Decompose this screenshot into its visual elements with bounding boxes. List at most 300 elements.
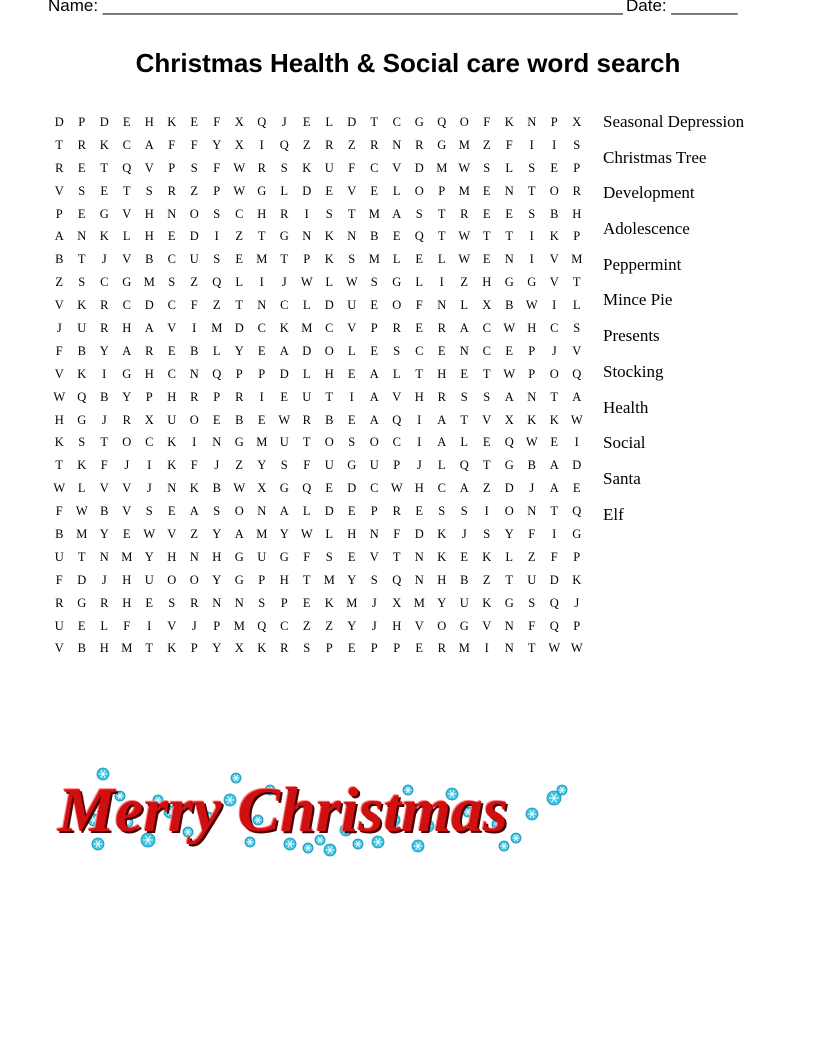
grid-letter[interactable]: M bbox=[571, 252, 583, 267]
grid-letter[interactable]: A bbox=[189, 504, 199, 519]
grid-letter[interactable]: P bbox=[573, 618, 581, 633]
grid-letter[interactable]: E bbox=[370, 183, 379, 198]
grid-letter[interactable]: O bbox=[122, 435, 132, 450]
grid-letter[interactable]: E bbox=[482, 435, 491, 450]
grid-letter[interactable]: L bbox=[235, 275, 244, 290]
grid-letter[interactable]: A bbox=[369, 412, 379, 427]
grid-letter[interactable]: H bbox=[437, 366, 447, 381]
grid-letter[interactable]: D bbox=[99, 115, 109, 129]
grid-letter[interactable]: T bbox=[347, 206, 356, 221]
grid-letter[interactable]: H bbox=[167, 389, 177, 404]
grid-letter[interactable]: W bbox=[53, 481, 66, 496]
grid-letter[interactable]: L bbox=[392, 183, 401, 198]
grid-letter[interactable]: O bbox=[437, 618, 447, 633]
grid-letter[interactable]: F bbox=[213, 115, 221, 129]
grid-letter[interactable]: J bbox=[101, 572, 107, 587]
grid-letter[interactable]: K bbox=[167, 115, 177, 129]
grid-letter[interactable]: I bbox=[147, 458, 152, 473]
grid-letter[interactable]: E bbox=[370, 343, 379, 358]
grid-letter[interactable]: W bbox=[458, 160, 471, 175]
grid-letter[interactable]: Z bbox=[482, 137, 491, 152]
grid-letter[interactable]: E bbox=[505, 343, 514, 358]
grid-letter[interactable]: Z bbox=[482, 572, 491, 587]
grid-letter[interactable]: S bbox=[393, 343, 401, 358]
grid-letter[interactable]: G bbox=[459, 618, 469, 633]
grid-letter[interactable]: Q bbox=[279, 137, 289, 152]
grid-letter[interactable]: J bbox=[416, 458, 422, 473]
grid-letter[interactable]: E bbox=[460, 366, 469, 381]
grid-letter[interactable]: C bbox=[122, 298, 131, 313]
grid-letter[interactable]: W bbox=[278, 412, 291, 427]
grid-letter[interactable]: I bbox=[147, 618, 152, 633]
grid-letter[interactable]: E bbox=[415, 504, 424, 519]
grid-letter[interactable]: P bbox=[303, 252, 311, 267]
grid-letter[interactable]: F bbox=[190, 458, 198, 473]
name-field[interactable]: Name: _______________________________________________________ bbox=[48, 0, 623, 15]
grid-letter[interactable]: G bbox=[414, 115, 424, 129]
grid-letter[interactable]: V bbox=[122, 481, 132, 496]
grid-letter[interactable]: T bbox=[100, 435, 109, 450]
grid-letter[interactable]: C bbox=[100, 275, 109, 290]
grid-letter[interactable]: J bbox=[281, 115, 287, 129]
grid-letter[interactable]: V bbox=[54, 641, 64, 656]
grid-letter[interactable]: L bbox=[302, 366, 311, 381]
grid-letter[interactable]: B bbox=[325, 412, 334, 427]
grid-letter[interactable]: W bbox=[458, 252, 471, 267]
grid-letter[interactable]: K bbox=[167, 458, 177, 473]
grid-letter[interactable]: A bbox=[572, 389, 582, 404]
grid-letter[interactable]: S bbox=[325, 549, 333, 564]
grid-letter[interactable]: Z bbox=[190, 275, 199, 290]
grid-letter[interactable]: S bbox=[528, 595, 536, 610]
grid-letter[interactable]: S bbox=[528, 206, 536, 221]
grid-letter[interactable]: H bbox=[144, 366, 154, 381]
grid-letter[interactable]: I bbox=[192, 321, 197, 336]
grid-letter[interactable]: N bbox=[459, 343, 469, 358]
grid-letter[interactable]: E bbox=[100, 183, 109, 198]
grid-letter[interactable]: G bbox=[257, 183, 267, 198]
grid-letter[interactable]: Z bbox=[302, 137, 311, 152]
grid-letter[interactable]: D bbox=[414, 160, 424, 175]
grid-letter[interactable]: J bbox=[146, 481, 152, 496]
grid-letter[interactable]: L bbox=[437, 252, 446, 267]
grid-letter[interactable]: E bbox=[257, 343, 266, 358]
grid-letter[interactable]: H bbox=[212, 549, 222, 564]
grid-letter[interactable]: S bbox=[78, 183, 86, 198]
grid-letter[interactable]: V bbox=[167, 527, 177, 542]
grid-letter[interactable]: D bbox=[189, 229, 199, 244]
grid-letter[interactable]: E bbox=[302, 595, 311, 610]
grid-letter[interactable]: D bbox=[77, 572, 87, 587]
grid-letter[interactable]: L bbox=[212, 343, 221, 358]
grid-letter[interactable]: T bbox=[77, 252, 86, 267]
grid-letter[interactable]: Z bbox=[527, 549, 536, 564]
grid-letter[interactable]: F bbox=[55, 343, 63, 358]
grid-letter[interactable]: N bbox=[234, 595, 244, 610]
grid-letter[interactable]: D bbox=[234, 321, 244, 336]
grid-letter[interactable]: M bbox=[368, 206, 380, 221]
grid-letter[interactable]: E bbox=[347, 641, 356, 656]
grid-letter[interactable]: I bbox=[214, 229, 219, 244]
grid-letter[interactable]: M bbox=[256, 435, 268, 450]
grid-letter[interactable]: W bbox=[233, 160, 246, 175]
grid-letter[interactable]: J bbox=[101, 412, 107, 427]
grid-letter[interactable]: E bbox=[482, 206, 491, 221]
grid-letter[interactable]: L bbox=[280, 183, 289, 198]
date-field[interactable]: Date: _______ bbox=[626, 0, 738, 15]
grid-letter[interactable]: S bbox=[213, 252, 221, 267]
grid-letter[interactable]: R bbox=[257, 160, 266, 175]
grid-letter[interactable]: H bbox=[144, 115, 154, 129]
grid-letter[interactable]: C bbox=[122, 137, 131, 152]
grid-letter[interactable]: W bbox=[458, 229, 471, 244]
grid-letter[interactable]: B bbox=[145, 252, 154, 267]
grid-letter[interactable]: R bbox=[392, 321, 401, 336]
grid-letter[interactable]: G bbox=[122, 275, 132, 290]
grid-letter[interactable]: I bbox=[552, 298, 557, 313]
grid-letter[interactable]: M bbox=[143, 275, 155, 290]
grid-letter[interactable]: B bbox=[505, 298, 514, 313]
grid-letter[interactable]: M bbox=[436, 160, 448, 175]
grid-letter[interactable]: A bbox=[144, 321, 154, 336]
grid-letter[interactable]: R bbox=[415, 137, 424, 152]
grid-letter[interactable]: P bbox=[573, 229, 581, 244]
grid-letter[interactable]: C bbox=[257, 321, 266, 336]
grid-letter[interactable]: N bbox=[414, 572, 424, 587]
grid-letter[interactable]: N bbox=[347, 229, 357, 244]
grid-letter[interactable]: L bbox=[505, 160, 514, 175]
grid-letter[interactable]: E bbox=[550, 160, 559, 175]
grid-letter[interactable]: P bbox=[145, 389, 153, 404]
grid-letter[interactable]: P bbox=[258, 572, 266, 587]
grid-letter[interactable]: G bbox=[504, 595, 514, 610]
grid-letter[interactable]: V bbox=[54, 298, 64, 313]
grid-letter[interactable]: I bbox=[102, 366, 107, 381]
grid-letter[interactable]: W bbox=[300, 527, 313, 542]
grid-letter[interactable]: E bbox=[347, 504, 356, 519]
grid-letter[interactable]: I bbox=[529, 252, 534, 267]
grid-letter[interactable]: K bbox=[527, 412, 537, 427]
grid-letter[interactable]: O bbox=[549, 366, 559, 381]
grid-letter[interactable]: A bbox=[369, 389, 379, 404]
grid-letter[interactable]: D bbox=[414, 527, 424, 542]
grid-letter[interactable]: M bbox=[346, 595, 358, 610]
grid-letter[interactable]: Y bbox=[212, 572, 222, 587]
grid-letter[interactable]: Y bbox=[99, 527, 109, 542]
grid-letter[interactable]: F bbox=[55, 504, 63, 519]
grid-letter[interactable]: D bbox=[549, 572, 559, 587]
grid-letter[interactable]: P bbox=[393, 458, 401, 473]
grid-letter[interactable]: B bbox=[235, 412, 244, 427]
grid-letter[interactable]: O bbox=[324, 343, 334, 358]
grid-letter[interactable]: O bbox=[189, 412, 199, 427]
grid-letter[interactable]: F bbox=[550, 549, 558, 564]
grid-letter[interactable]: X bbox=[482, 298, 492, 313]
grid-letter[interactable]: N bbox=[257, 298, 267, 313]
grid-letter[interactable]: V bbox=[167, 321, 177, 336]
grid-letter[interactable]: F bbox=[55, 572, 63, 587]
grid-letter[interactable]: T bbox=[527, 641, 536, 656]
grid-letter[interactable]: C bbox=[235, 206, 244, 221]
grid-letter[interactable]: M bbox=[458, 641, 470, 656]
grid-letter[interactable]: Z bbox=[212, 298, 221, 313]
grid-letter[interactable]: G bbox=[392, 275, 402, 290]
grid-letter[interactable]: S bbox=[213, 206, 221, 221]
grid-letter[interactable]: T bbox=[482, 366, 491, 381]
grid-letter[interactable]: N bbox=[189, 549, 199, 564]
grid-letter[interactable]: M bbox=[323, 572, 335, 587]
grid-letter[interactable]: C bbox=[437, 481, 446, 496]
grid-letter[interactable]: G bbox=[572, 527, 582, 542]
grid-letter[interactable]: N bbox=[504, 641, 514, 656]
grid-letter[interactable]: A bbox=[234, 527, 244, 542]
grid-letter[interactable]: N bbox=[504, 618, 514, 633]
grid-letter[interactable]: N bbox=[212, 595, 222, 610]
grid-letter[interactable]: V bbox=[347, 183, 357, 198]
grid-letter[interactable]: E bbox=[550, 435, 559, 450]
grid-letter[interactable]: T bbox=[527, 183, 536, 198]
grid-letter[interactable]: O bbox=[189, 572, 199, 587]
grid-letter[interactable]: K bbox=[437, 527, 447, 542]
grid-letter[interactable]: M bbox=[256, 252, 268, 267]
grid-letter[interactable]: I bbox=[439, 275, 444, 290]
grid-letter[interactable]: P bbox=[528, 366, 536, 381]
grid-letter[interactable]: L bbox=[325, 527, 334, 542]
grid-letter[interactable]: U bbox=[77, 321, 87, 336]
grid-letter[interactable]: W bbox=[233, 481, 246, 496]
grid-letter[interactable]: U bbox=[302, 389, 312, 404]
grid-letter[interactable]: K bbox=[54, 435, 64, 450]
grid-letter[interactable]: T bbox=[437, 229, 446, 244]
grid-letter[interactable]: C bbox=[167, 252, 176, 267]
grid-letter[interactable]: E bbox=[235, 252, 244, 267]
grid-letter[interactable]: W bbox=[525, 298, 538, 313]
grid-letter[interactable]: B bbox=[212, 481, 221, 496]
grid-letter[interactable]: J bbox=[371, 595, 377, 610]
grid-letter[interactable]: L bbox=[100, 618, 109, 633]
grid-letter[interactable]: E bbox=[280, 389, 289, 404]
grid-letter[interactable]: Q bbox=[122, 160, 132, 175]
grid-letter[interactable]: Q bbox=[257, 115, 267, 129]
grid-letter[interactable]: T bbox=[325, 389, 334, 404]
grid-letter[interactable]: J bbox=[574, 595, 580, 610]
grid-letter[interactable]: H bbox=[572, 206, 582, 221]
grid-letter[interactable]: I bbox=[552, 137, 557, 152]
grid-letter[interactable]: S bbox=[280, 160, 288, 175]
grid-letter[interactable]: B bbox=[55, 527, 64, 542]
grid-letter[interactable]: K bbox=[572, 572, 582, 587]
grid-letter[interactable]: R bbox=[55, 595, 64, 610]
grid-letter[interactable]: L bbox=[325, 115, 334, 129]
grid-letter[interactable]: C bbox=[392, 115, 401, 129]
grid-letter[interactable]: V bbox=[482, 412, 492, 427]
grid-letter[interactable]: E bbox=[167, 504, 176, 519]
grid-letter[interactable]: W bbox=[525, 435, 538, 450]
grid-letter[interactable]: D bbox=[324, 298, 334, 313]
grid-letter[interactable]: T bbox=[100, 160, 109, 175]
grid-letter[interactable]: N bbox=[392, 137, 402, 152]
grid-letter[interactable]: H bbox=[527, 321, 537, 336]
grid-letter[interactable]: D bbox=[504, 481, 514, 496]
grid-letter[interactable]: T bbox=[437, 206, 446, 221]
grid-letter[interactable]: U bbox=[257, 549, 267, 564]
grid-letter[interactable]: V bbox=[54, 366, 64, 381]
grid-letter[interactable]: C bbox=[167, 298, 176, 313]
grid-letter[interactable]: J bbox=[281, 275, 287, 290]
grid-letter[interactable]: U bbox=[459, 595, 469, 610]
grid-letter[interactable]: R bbox=[370, 137, 379, 152]
grid-letter[interactable]: C bbox=[415, 343, 424, 358]
grid-letter[interactable]: J bbox=[461, 527, 467, 542]
grid-letter[interactable]: S bbox=[325, 206, 333, 221]
grid-letter[interactable]: V bbox=[167, 618, 177, 633]
grid-letter[interactable]: V bbox=[347, 321, 357, 336]
grid-letter[interactable]: W bbox=[570, 641, 583, 656]
grid-letter[interactable]: B bbox=[100, 389, 109, 404]
grid-letter[interactable]: N bbox=[189, 366, 199, 381]
grid-letter[interactable]: W bbox=[143, 527, 156, 542]
grid-letter[interactable]: D bbox=[347, 115, 357, 129]
grid-letter[interactable]: T bbox=[55, 137, 64, 152]
grid-letter[interactable]: Q bbox=[572, 504, 582, 519]
grid-letter[interactable]: H bbox=[144, 206, 154, 221]
grid-letter[interactable]: O bbox=[369, 435, 379, 450]
grid-letter[interactable]: W bbox=[53, 389, 66, 404]
grid-letter[interactable]: F bbox=[123, 618, 131, 633]
grid-letter[interactable]: P bbox=[78, 115, 86, 129]
grid-letter[interactable]: K bbox=[549, 412, 559, 427]
grid-letter[interactable]: N bbox=[302, 229, 312, 244]
grid-letter[interactable]: K bbox=[77, 366, 87, 381]
grid-letter[interactable]: S bbox=[303, 641, 311, 656]
grid-letter[interactable]: N bbox=[167, 481, 177, 496]
grid-letter[interactable]: A bbox=[279, 504, 289, 519]
grid-letter[interactable]: H bbox=[392, 618, 402, 633]
grid-letter[interactable]: J bbox=[101, 252, 107, 267]
grid-letter[interactable]: T bbox=[235, 298, 244, 313]
grid-letter[interactable]: J bbox=[529, 481, 535, 496]
grid-letter[interactable]: Y bbox=[257, 458, 267, 473]
grid-letter[interactable]: P bbox=[573, 549, 581, 564]
grid-letter[interactable]: P bbox=[55, 206, 63, 221]
grid-letter[interactable]: S bbox=[168, 595, 176, 610]
grid-letter[interactable]: T bbox=[392, 549, 401, 564]
grid-letter[interactable]: R bbox=[280, 206, 289, 221]
grid-letter[interactable]: R bbox=[55, 160, 64, 175]
grid-letter[interactable]: R bbox=[392, 504, 401, 519]
grid-letter[interactable]: O bbox=[549, 183, 559, 198]
grid-letter[interactable]: H bbox=[414, 481, 424, 496]
grid-letter[interactable]: R bbox=[572, 183, 581, 198]
grid-letter[interactable]: D bbox=[324, 504, 334, 519]
grid-letter[interactable]: B bbox=[55, 252, 64, 267]
grid-letter[interactable]: H bbox=[167, 549, 177, 564]
grid-letter[interactable]: P bbox=[325, 641, 333, 656]
grid-letter[interactable]: N bbox=[77, 229, 87, 244]
grid-letter[interactable]: L bbox=[460, 435, 469, 450]
grid-letter[interactable]: P bbox=[573, 160, 581, 175]
grid-letter[interactable]: R bbox=[100, 321, 109, 336]
grid-letter[interactable]: Q bbox=[459, 458, 469, 473]
grid-letter[interactable]: S bbox=[168, 275, 176, 290]
grid-letter[interactable]: T bbox=[482, 458, 491, 473]
grid-letter[interactable]: F bbox=[303, 458, 311, 473]
grid-letter[interactable]: S bbox=[348, 252, 356, 267]
grid-letter[interactable]: Y bbox=[144, 549, 154, 564]
grid-letter[interactable]: U bbox=[369, 458, 379, 473]
grid-letter[interactable]: X bbox=[572, 115, 582, 129]
grid-letter[interactable]: W bbox=[233, 183, 246, 198]
grid-letter[interactable]: I bbox=[259, 137, 264, 152]
grid-letter[interactable]: I bbox=[192, 435, 197, 450]
grid-letter[interactable]: T bbox=[415, 366, 424, 381]
grid-letter[interactable]: J bbox=[371, 618, 377, 633]
grid-letter[interactable]: F bbox=[303, 549, 311, 564]
grid-letter[interactable]: X bbox=[392, 595, 402, 610]
grid-letter[interactable]: E bbox=[325, 183, 334, 198]
grid-letter[interactable]: Y bbox=[99, 343, 109, 358]
grid-letter[interactable]: A bbox=[459, 481, 469, 496]
grid-letter[interactable]: N bbox=[437, 298, 447, 313]
grid-letter[interactable]: S bbox=[573, 137, 581, 152]
grid-letter[interactable]: G bbox=[504, 275, 514, 290]
grid-letter[interactable]: S bbox=[370, 275, 378, 290]
grid-letter[interactable]: T bbox=[550, 389, 559, 404]
grid-letter[interactable]: T bbox=[280, 252, 289, 267]
grid-letter[interactable]: K bbox=[324, 595, 334, 610]
grid-letter[interactable]: C bbox=[482, 321, 491, 336]
grid-letter[interactable]: F bbox=[213, 160, 221, 175]
grid-letter[interactable]: U bbox=[324, 160, 334, 175]
grid-letter[interactable]: M bbox=[368, 252, 380, 267]
grid-letter[interactable]: E bbox=[122, 115, 131, 129]
grid-letter[interactable]: V bbox=[392, 389, 402, 404]
grid-letter[interactable]: E bbox=[415, 252, 424, 267]
grid-letter[interactable]: E bbox=[77, 206, 86, 221]
grid-letter[interactable]: F bbox=[100, 458, 108, 473]
grid-letter[interactable]: I bbox=[552, 527, 557, 542]
grid-letter[interactable]: J bbox=[191, 618, 197, 633]
grid-letter[interactable]: W bbox=[345, 275, 358, 290]
grid-letter[interactable]: A bbox=[392, 206, 402, 221]
grid-letter[interactable]: Q bbox=[302, 481, 312, 496]
grid-letter[interactable]: Q bbox=[212, 366, 222, 381]
grid-letter[interactable]: E bbox=[347, 549, 356, 564]
grid-letter[interactable]: B bbox=[550, 206, 559, 221]
grid-letter[interactable]: F bbox=[190, 298, 198, 313]
grid-letter[interactable]: Y bbox=[437, 595, 447, 610]
grid-letter[interactable]: S bbox=[483, 160, 491, 175]
grid-letter[interactable]: A bbox=[549, 458, 559, 473]
grid-letter[interactable]: M bbox=[121, 641, 133, 656]
grid-letter[interactable]: O bbox=[189, 206, 199, 221]
grid-letter[interactable]: G bbox=[77, 412, 87, 427]
grid-letter[interactable]: N bbox=[99, 549, 109, 564]
grid-letter[interactable]: R bbox=[77, 137, 86, 152]
grid-letter[interactable]: R bbox=[190, 389, 199, 404]
grid-letter[interactable]: K bbox=[324, 252, 334, 267]
grid-letter[interactable]: H bbox=[99, 641, 109, 656]
grid-letter[interactable]: C bbox=[280, 298, 289, 313]
grid-letter[interactable]: M bbox=[76, 527, 88, 542]
grid-letter[interactable]: I bbox=[304, 206, 309, 221]
grid-letter[interactable]: M bbox=[256, 527, 268, 542]
grid-letter[interactable]: L bbox=[347, 343, 356, 358]
grid-letter[interactable]: K bbox=[504, 115, 514, 129]
grid-letter[interactable]: U bbox=[324, 458, 334, 473]
grid-letter[interactable]: I bbox=[259, 389, 264, 404]
grid-letter[interactable]: E bbox=[325, 481, 334, 496]
